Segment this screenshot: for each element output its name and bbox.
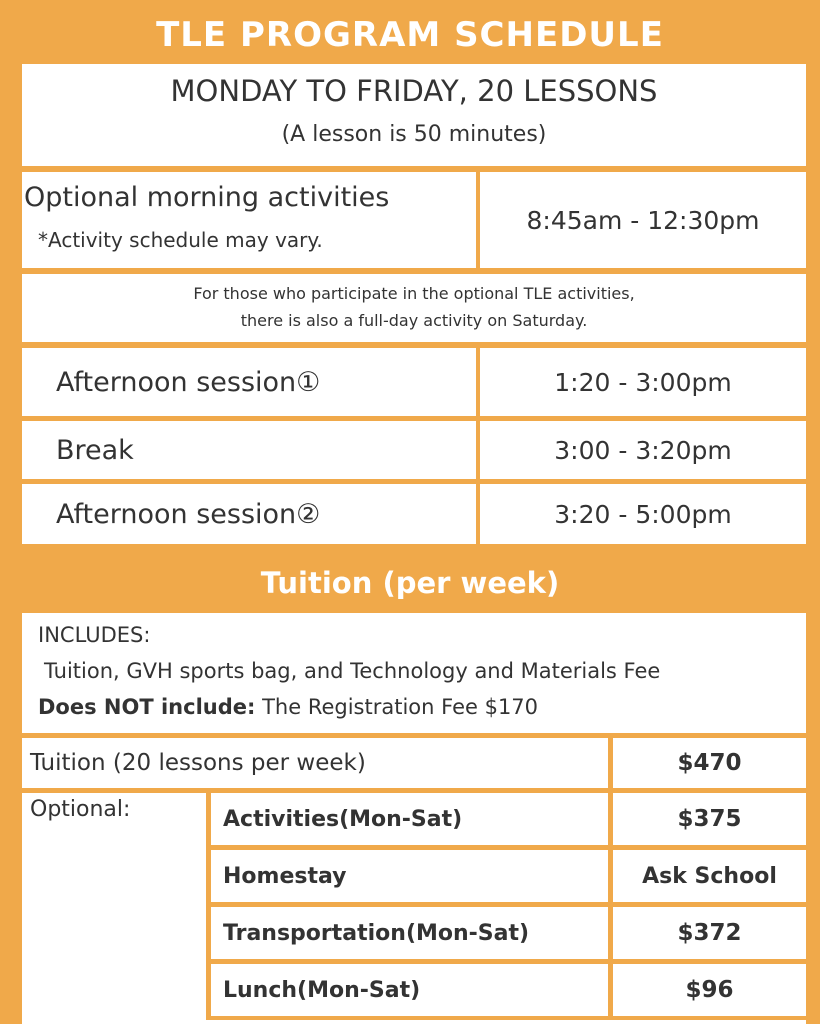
lesson-length-note: (A lesson is 50 minutes)	[281, 122, 547, 147]
base-tuition-price-cell	[613, 738, 806, 788]
excludes-label: Does NOT include:	[38, 695, 256, 719]
schedule-title: TLE PROGRAM SCHEDULE	[156, 15, 664, 55]
session-2-time: 3:20 - 5:00pm	[554, 499, 732, 529]
session-1-label: Afternoon session①	[56, 366, 321, 398]
session-2-time-cell	[480, 484, 806, 544]
optional-label: Optional:	[30, 797, 131, 822]
optional-item-activities	[211, 793, 608, 845]
session-2-label-cell	[22, 484, 476, 544]
morning-time: 8:45am - 12:30pm	[526, 205, 760, 235]
optional-item-price: $96	[685, 977, 734, 1003]
optional-item-price: $372	[677, 920, 742, 946]
morning-time-cell	[480, 172, 806, 268]
saturday-note-line-2: there is also a full-day activity on Saturday.	[240, 311, 588, 330]
optional-price-activities	[613, 793, 806, 845]
optional-item-price: Ask School	[642, 863, 777, 889]
optional-label-cell	[22, 793, 206, 1024]
break-time: 3:00 - 3:20pm	[554, 435, 732, 465]
optional-item-lunch	[211, 964, 608, 1016]
session-2-label: Afternoon session②	[56, 498, 321, 530]
optional-item-label: Lunch(Mon-Sat)	[223, 977, 421, 1003]
optional-price-homestay	[613, 850, 806, 902]
includes-text: Tuition, GVH sports bag, and Technology and Materials Fee	[44, 659, 661, 683]
optional-item-label: Transportation(Mon-Sat)	[223, 920, 530, 946]
optional-price-transportation	[613, 907, 806, 959]
optional-price-lunch	[613, 964, 806, 1016]
optional-item-label: Activities(Mon-Sat)	[223, 806, 463, 832]
optional-item-transportation	[211, 907, 608, 959]
tuition-title: Tuition (per week)	[260, 566, 560, 600]
break-time-cell	[480, 421, 806, 479]
excludes-line	[38, 695, 538, 719]
base-tuition-price: $470	[677, 750, 742, 776]
excludes-text: The Registration Fee $170	[262, 695, 539, 719]
optional-item-price: $375	[677, 806, 742, 832]
optional-item-label: Homestay	[223, 863, 347, 889]
saturday-note-line-1: For those who participate in the optional TLE activities,	[193, 284, 635, 303]
session-1-time-cell	[480, 348, 806, 416]
break-label-cell	[22, 421, 476, 479]
lessons-box	[22, 64, 806, 166]
schedule-vary-note: *Activity schedule may vary.	[38, 228, 323, 252]
next-row-edge	[22, 1020, 806, 1024]
session-1-label-cell	[22, 348, 476, 416]
session-1-time: 1:20 - 3:00pm	[554, 367, 732, 397]
includes-box	[22, 613, 806, 733]
lessons-heading: MONDAY TO FRIDAY, 20 LESSONS	[170, 74, 658, 108]
base-tuition-label-cell	[22, 738, 608, 788]
morning-activities-label: Optional morning activities	[24, 182, 390, 213]
base-tuition-label: Tuition (20 lessons per week)	[30, 750, 366, 776]
saturday-note-box	[22, 274, 806, 342]
optional-item-homestay	[211, 850, 608, 902]
includes-label: INCLUDES:	[38, 623, 151, 647]
morning-label-cell	[22, 172, 476, 268]
break-label: Break	[56, 434, 134, 466]
